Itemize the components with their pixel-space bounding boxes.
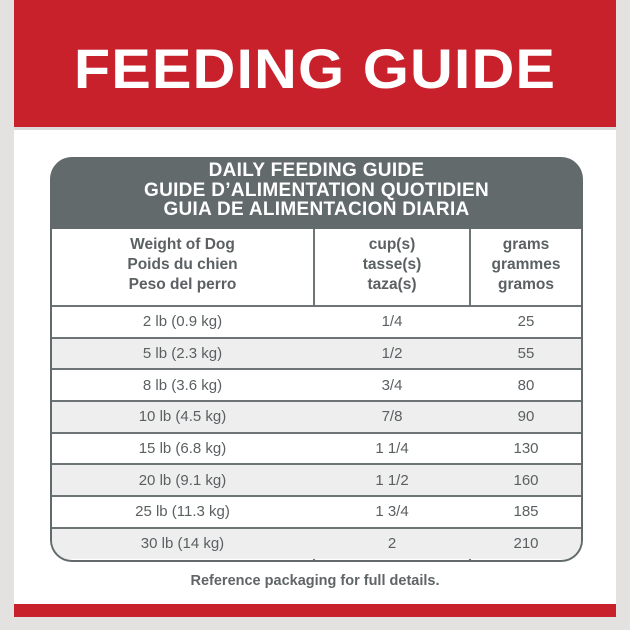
table-header bbox=[52, 229, 581, 305]
grams-cell: 185 bbox=[513, 503, 539, 521]
grams-cell: 25 bbox=[517, 313, 535, 331]
weight-cell: 30 lb (14 kg) bbox=[140, 535, 225, 553]
guide-heading-en: DAILY FEEDING GUIDE bbox=[208, 160, 425, 181]
weight-cell: 15 lb (6.8 kg) bbox=[138, 440, 227, 458]
column-header-grams-fr: grammes bbox=[491, 256, 561, 273]
table-row bbox=[52, 305, 581, 337]
footnote: Reference packaging for full details. bbox=[190, 573, 440, 589]
daily-feeding-guide-box bbox=[50, 157, 583, 562]
column-header-grams bbox=[471, 235, 581, 295]
cups-cell: 1/2 bbox=[381, 345, 403, 363]
page-title: FEEDING GUIDE bbox=[73, 37, 557, 100]
column-header-cups bbox=[315, 235, 469, 295]
column-header-cups-en: cup(s) bbox=[368, 236, 416, 253]
table-row bbox=[52, 337, 581, 369]
weight-cell: 2 lb (0.9 kg) bbox=[142, 313, 223, 331]
cups-cell: 1 3/4 bbox=[375, 503, 409, 521]
cups-cell: 2 bbox=[387, 535, 397, 553]
bottom-accent-bar bbox=[14, 604, 616, 617]
table-row bbox=[52, 400, 581, 432]
guide-heading bbox=[50, 161, 583, 227]
weight-cell: 10 lb (4.5 kg) bbox=[138, 408, 227, 426]
weight-cell: 8 lb (3.6 kg) bbox=[142, 376, 223, 394]
column-header-weight-en: Weight of Dog bbox=[130, 236, 235, 253]
cups-cell: 1 1/2 bbox=[375, 471, 409, 489]
column-header-weight-fr: Poids du chien bbox=[127, 256, 238, 273]
table-row bbox=[52, 463, 581, 495]
column-header-cups-es: taza(s) bbox=[367, 276, 417, 293]
column-header-weight-es: Peso del perro bbox=[128, 276, 237, 293]
cups-cell: 3/4 bbox=[381, 376, 403, 394]
cups-cell: 7/8 bbox=[381, 408, 403, 426]
cups-cell: 1 1/4 bbox=[375, 440, 409, 458]
guide-heading-es: GUIA DE ALIMENTACION DIARIA bbox=[163, 199, 470, 220]
grams-cell: 210 bbox=[513, 535, 539, 553]
grams-cell: 160 bbox=[513, 471, 539, 489]
cups-cell: 1/4 bbox=[381, 313, 403, 331]
table-row bbox=[52, 527, 581, 559]
guide-heading-fr: GUIDE D’ALIMENTATION QUOTIDIEN bbox=[143, 179, 489, 201]
grams-cell: 130 bbox=[513, 440, 539, 458]
grams-cell: 55 bbox=[517, 345, 535, 363]
table-row bbox=[52, 368, 581, 400]
table-row bbox=[52, 495, 581, 527]
column-header-weight bbox=[52, 235, 313, 295]
title-banner bbox=[14, 0, 616, 130]
feeding-table bbox=[52, 229, 581, 560]
feeding-guide-panel bbox=[14, 0, 616, 617]
grams-cell: 90 bbox=[517, 408, 535, 426]
weight-cell: 25 lb (11.3 kg) bbox=[135, 503, 230, 521]
column-header-grams-en: grams bbox=[502, 236, 550, 253]
table-body bbox=[52, 305, 581, 559]
weight-cell: 5 lb (2.3 kg) bbox=[142, 345, 223, 363]
table-row bbox=[52, 432, 581, 464]
column-header-grams-es: gramos bbox=[498, 276, 554, 293]
grams-cell: 80 bbox=[517, 376, 535, 394]
column-header-cups-fr: tasse(s) bbox=[362, 256, 422, 273]
weight-cell: 20 lb (9.1 kg) bbox=[138, 471, 227, 489]
